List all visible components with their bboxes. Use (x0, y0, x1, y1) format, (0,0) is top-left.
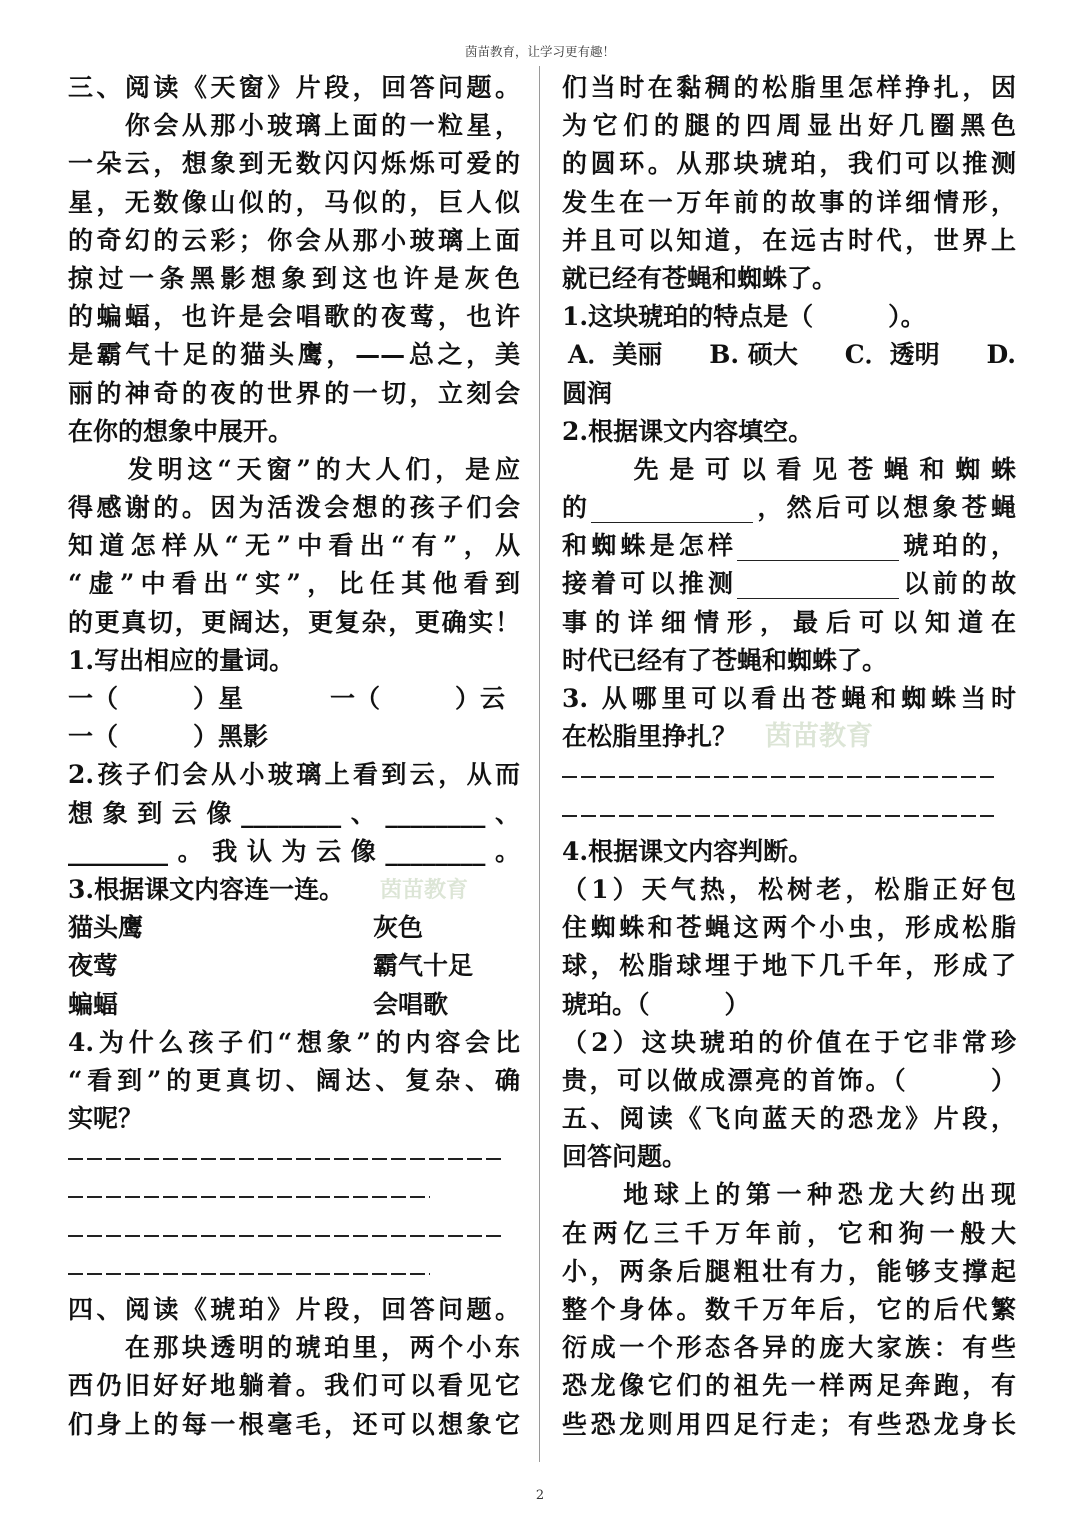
passage-line: 们身上的每一根毫毛，还可以想象它 (68, 1409, 520, 1439)
passage-line: 在两亿三千万年前，它和狗一般大 (562, 1218, 1016, 1248)
measure-word-shadow: 一（ ）黑影 (68, 722, 269, 752)
section-4-question-4 (562, 833, 1016, 1100)
section-3-question-2 (68, 756, 520, 871)
passage-line: 星，无数像山似的，马似的，巨人似 (68, 187, 520, 217)
fill-line (562, 565, 1016, 603)
question-line: “看到”的更真切、阔达、复杂、确 (68, 1065, 520, 1095)
fill-blank (591, 496, 753, 523)
question-line: 3. 从哪里可以看出苍蝇和蜘蛛当时 (562, 684, 1016, 713)
matching-row (68, 909, 520, 947)
fill-text: 接着可以推测 (562, 569, 738, 599)
section-4-question-3 (562, 680, 1016, 833)
section-4-title: 四、阅读《琥珀》片段，回答问题。 (68, 1295, 520, 1324)
section-5-title: 五、阅读《飞向蓝天的恐龙》片段， (562, 1104, 1016, 1134)
option-d-text: 圆润 (562, 378, 613, 408)
section-3-question-1 (68, 642, 520, 757)
passage-line: 地球上的第一种恐龙大约出现 (562, 1180, 1016, 1210)
section-4-question-1 (562, 298, 1016, 413)
right-column (562, 69, 1016, 1444)
watermark: 茵苗教育 (380, 876, 469, 903)
judgement-line: 住蜘蛛和苍蝇这两个小虫，形成松脂 (562, 913, 1016, 943)
passage-line: 的更真切，更阔达，更复杂，更确实！ (68, 607, 520, 637)
section-3-question-4 (68, 1024, 520, 1291)
judgement-line: 球，松脂球埋于地下几千年，形成了 (562, 951, 1016, 981)
option-a: A．美丽 (568, 340, 663, 370)
measure-word-cloud: 一（ ）云 (330, 684, 506, 713)
passage-line: 一朵云，想象到无数闪闪烁烁可爱的 (68, 149, 520, 179)
fill-blank (737, 572, 899, 599)
answer-line (68, 1138, 520, 1176)
matching-right-item: 霸气十足 (373, 951, 474, 981)
passage-line: 丽的神奇的夜的世界的一切，立刻会 (68, 378, 520, 408)
left-column (68, 69, 520, 1444)
passage-line: 些恐龙则用四足行走；有些恐龙身长 (562, 1409, 1016, 1439)
option-c: C．透明 (844, 340, 940, 370)
passage-line: 你会从那小玻璃上面的一粒星， (68, 111, 520, 141)
passage-line: 整个身体。数千万年后，它的后代繁 (562, 1295, 1016, 1324)
watermark: 茵苗教育 (765, 721, 873, 753)
passage-line: 们当时在黏稠的松脂里怎样挣扎，因 (562, 73, 1016, 102)
fill-line (562, 489, 1016, 527)
passage-line: 掠过一条黑影想象到这也许是灰色 (68, 263, 520, 293)
answer-line (562, 756, 1016, 794)
passage-line: 得感谢的。因为活泼会想的孩子们会 (68, 493, 520, 523)
answer-line (562, 795, 1016, 833)
question-prompt: 1.这块琥珀的特点是（ ）。 (562, 302, 926, 332)
question-line: 实呢？ (68, 1104, 144, 1134)
choice-options (562, 336, 1016, 374)
passage-line: 为它们的腿的四周显出好几圈黑色 (562, 111, 1016, 141)
fill-line: 事的详细情形，最后可以知道在 (562, 607, 1016, 637)
page-header: 茵苗教育，让学习更有趣！ (464, 44, 615, 59)
matching-right-item: 会唱歌 (373, 989, 449, 1019)
fill-text: 和蜘蛛是怎样 (562, 531, 738, 561)
section-4-passage-start (68, 1329, 520, 1444)
matching-row (68, 947, 520, 985)
passage-line: 是霸气十足的猫头鹰，——总之，美 (68, 340, 520, 370)
judgement-line: 贵，可以做成漂亮的首饰。（ ） (562, 1065, 1016, 1095)
section-5-title: 回答问题。 (562, 1142, 688, 1172)
measure-word-row (68, 680, 520, 718)
passage-line: 西仍旧好好地躺着。我们可以看见它 (68, 1371, 520, 1401)
passage-line: 的圆环。从那块琥珀，我们可以推测 (562, 149, 1016, 179)
passage-line: 衍成一个形态各异的庞大家族：有些 (562, 1333, 1016, 1363)
question-line: 2.孩子们会从小玻璃上看到云，从而 (68, 760, 520, 790)
passage-line: 就已经有苍蝇和蜘蛛了。 (562, 263, 838, 293)
passage-line: 的奇幻的云彩；你会从那小玻璃上面 (68, 225, 520, 255)
question-line-row (562, 718, 1016, 756)
option-b: B. 硕大 (709, 340, 798, 370)
page-number: 2 (535, 1488, 545, 1503)
answer-line (68, 1253, 520, 1291)
passage-line: 的蝙蝠，也许是会唱歌的夜莺，也许 (68, 302, 520, 332)
fill-line: 先是可以看见苍蝇和蜘蛛 (562, 454, 1016, 484)
section-3-passage (68, 107, 520, 642)
measure-word-star: 一（ ）星 (68, 684, 244, 713)
passage-line: 在你的想象中展开。 (68, 416, 294, 446)
judgement-line: （2）这块琥珀的价值在于它非常珍 (562, 1027, 1016, 1057)
fill-line (562, 527, 1016, 565)
fill-line: 时代已经有了苍蝇和蜘蛛了。 (562, 645, 888, 675)
judgement-line: （1）天气热，松树老，松脂正好包 (562, 874, 1016, 904)
matching-row (68, 986, 520, 1024)
passage-line: “虚”中看出“实”，比任其他看到 (68, 569, 520, 599)
judgement-line: 琥珀。（ ） (562, 989, 750, 1019)
passage-line: 在那块透明的琥珀里，两个小东 (68, 1333, 520, 1363)
matching-right-item: 灰色 (373, 913, 424, 943)
answer-line (68, 1176, 520, 1214)
passage-line: 发明这“天窗”的大人们，是应 (68, 454, 520, 484)
fill-text: 的 (562, 493, 592, 523)
fill-text: 以前的故 (899, 569, 1016, 599)
passage-line: 知道怎样从“无”中看出“有”，从 (68, 531, 520, 561)
section-4-passage-continued (562, 69, 1016, 298)
question-prompt: 3.根据课文内容连一连。 (68, 874, 345, 904)
question-prompt-row (68, 871, 520, 909)
question-line: ________。我认为云像________。 (68, 836, 520, 866)
question-line: 4.为什么孩子们“想象”的内容会比 (68, 1027, 520, 1057)
section-3-question-3 (68, 871, 520, 1024)
answer-line (68, 1215, 520, 1253)
question-line: 在松脂里挣扎？ (562, 722, 738, 752)
passage-line: 小，两条后腿粗壮有力，能够支撑起 (562, 1256, 1016, 1286)
fill-text: 琥珀的， (899, 531, 1016, 561)
section-3-title: 三、阅读《天窗》片段，回答问题。 (68, 73, 520, 102)
question-prompt: 1.写出相应的量词。 (68, 645, 295, 675)
fill-blank (737, 534, 899, 561)
fill-text: ，然后可以想象苍蝇 (753, 493, 1016, 523)
passage-line: 发生在一万年前的故事的详细情形， (562, 187, 1016, 217)
option-d: D. (986, 340, 1016, 370)
column-divider (539, 66, 540, 1462)
section-4-question-2 (562, 413, 1016, 680)
matching-left-item: 夜莺 (68, 951, 119, 981)
section-5 (562, 1100, 1016, 1444)
question-prompt: 2.根据课文内容填空。 (562, 416, 814, 446)
matching-left-item: 蝙蝠 (68, 989, 119, 1019)
question-line: 想象到云像________、________、 (68, 798, 520, 828)
matching-left-item: 猫头鹰 (68, 913, 144, 943)
passage-line: 并且可以知道，在远古时代，世界上 (562, 225, 1016, 255)
question-prompt: 4.根据课文内容判断。 (562, 836, 814, 866)
passage-line: 恐龙像它们的祖先一样两足奔跑，有 (562, 1371, 1016, 1401)
